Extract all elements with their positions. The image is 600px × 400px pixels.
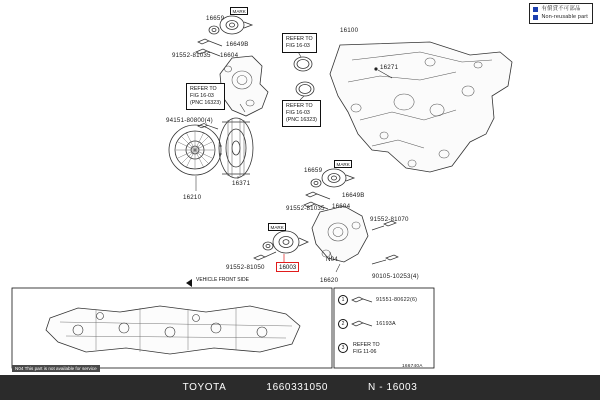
callout-16100: 16100	[340, 27, 359, 34]
callout-16659-mid: 16659	[304, 167, 323, 174]
callout-91552-81070: 91552-81070	[370, 216, 409, 223]
mark-tag-mid: MARK	[334, 160, 352, 168]
bottom-item-label-3-line2: FIG 11-06	[353, 349, 377, 356]
callout-16604-mid: 16604	[332, 203, 351, 210]
callout-16659-top: 16659	[206, 15, 225, 22]
bottom-item-label-3-line1: REFER TO	[353, 342, 380, 348]
vehicle-front-side-label: VEHICLE FRONT SIDE	[196, 277, 249, 283]
bottom-item-label-3	[350, 340, 383, 358]
refer-box-left	[186, 83, 225, 110]
footer-part-number: 1660331050	[266, 382, 329, 393]
mark-tag-top: MARK	[230, 7, 248, 15]
bottom-item-label-2: 16193A	[376, 321, 396, 327]
bottom-item-num-2: 2	[338, 319, 348, 329]
callout-94151-80800: 94151-80800(4)	[166, 117, 213, 124]
callout-16620: 16620	[320, 277, 339, 284]
bottom-item-num-3: 3	[338, 343, 348, 353]
legend-item-0	[533, 6, 588, 14]
callout-16210: 16210	[183, 194, 202, 201]
callout-91552-81035-mid: 91552-81035	[286, 205, 325, 212]
legend-item-1	[533, 14, 588, 22]
callout-90105-10253: 90105-10253(4)	[372, 273, 419, 280]
legend-label-en: Non-reusable part	[541, 13, 588, 20]
callout-16649b-top: 16649B	[226, 41, 249, 48]
callout-91552-81050: 91552-81050	[226, 264, 265, 271]
callout-n04: N04	[326, 256, 338, 263]
mark-tag-low: MARK	[268, 223, 286, 231]
callout-16604-top: 16604	[220, 52, 239, 59]
legend-swatch-icon	[533, 7, 538, 12]
legend-box	[529, 3, 593, 24]
refer-box-top-line2: FIG 16-03	[286, 43, 310, 50]
callout-16271: 16271	[380, 64, 399, 71]
legend-label-jp: 有償貸不可部品	[541, 6, 581, 12]
footer-bar	[0, 375, 600, 400]
footer-brand: TOYOTA	[182, 382, 227, 393]
diagram-code: 166740A	[402, 364, 423, 369]
refer-box-mid-line1: REFER TO	[286, 103, 313, 109]
refer-box-left-line2: FIG 16-03	[190, 93, 214, 100]
refer-box-mid-line3: (PNC 16323)	[286, 117, 317, 124]
bottom-item-label-1: 91551-80622(6)	[376, 297, 418, 303]
footer-ref: N - 16003	[368, 382, 418, 393]
callout-91552-81035-top: 91552-81035	[172, 52, 211, 59]
highlighted-part-16003[interactable]: 16003	[276, 262, 299, 272]
refer-box-top	[282, 33, 317, 53]
nas-note: N04 This part is not available for service	[12, 365, 100, 372]
refer-box-left-line3: (PNC 16323)	[190, 100, 221, 107]
bottom-item-num-1: 1	[338, 295, 348, 305]
legend-swatch-icon-2	[533, 15, 538, 20]
callout-16371: 16371	[232, 180, 251, 187]
refer-box-top-line1: REFER TO	[286, 36, 313, 42]
callout-16649b-mid: 16649B	[342, 192, 365, 199]
refer-box-left-line1: REFER TO	[190, 86, 217, 92]
refer-box-mid-line2: FIG 16-03	[286, 110, 310, 117]
refer-box-mid	[282, 100, 321, 127]
